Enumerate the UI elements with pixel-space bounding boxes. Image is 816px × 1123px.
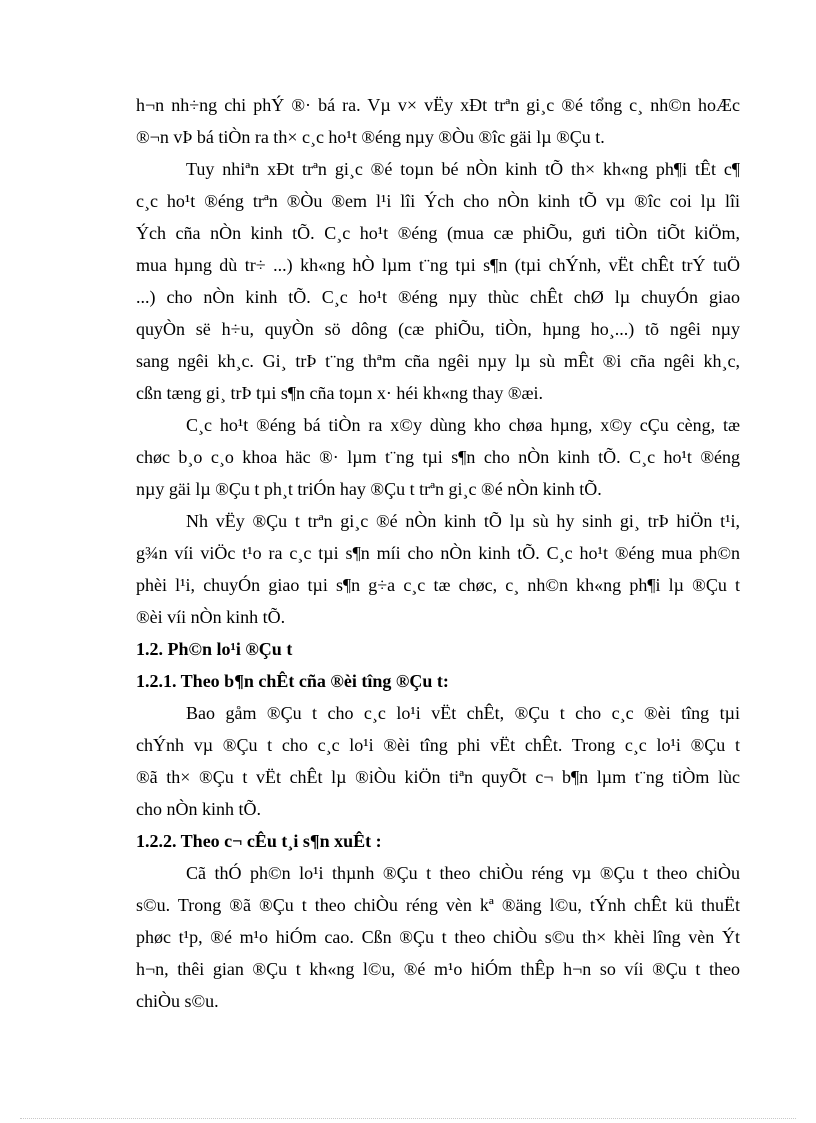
paragraph-line: s©u. Trong ®ã ®Çu t theo chiÒu réng vèn kª ®äng l©u, tÝnh chÊt kü thuËt bbox=[136, 895, 740, 915]
paragraph-line: C¸c ho¹t ®éng bá tiÒn ra x©y dùng kho chøa hµng, x©y cÇu cèng, tæ bbox=[186, 415, 740, 435]
paragraph-line: Cã thÓ ph©n lo¹i thµnh ®Çu t theo chiÒu réng vµ ®Çu t theo chiÒu bbox=[186, 863, 740, 883]
paragraph-line: ®¬n vÞ bá tiÒn ra th× c¸c ho¹t ®éng nµy ®Òu ®îc gäi lµ ®Çu t. bbox=[136, 127, 605, 147]
paragraph-line: phèi l¹i, chuyÓn giao tµi s¶n g÷a c¸c tæ chøc, c¸ nh©n kh«ng ph¶i lµ ®Çu t bbox=[136, 575, 740, 595]
paragraph-line: phøc t¹p, ®é m¹o hiÓm cao. Cßn ®Çu t theo chiÒu s©u th× khèi lîng vèn Ýt bbox=[136, 927, 740, 947]
paragraph-line: Tuy nhiªn xÐt trªn gi¸c ®é toµn bé nÒn kinh tÕ th× kh«ng ph¶i tÊt c¶ bbox=[186, 159, 740, 179]
paragraph-line: mua hµng dù tr÷ ...) kh«ng hÒ lµm t¨ng tµi s¶n (tµi chÝnh, vËt chÊt trÝ tuÖ bbox=[136, 255, 740, 275]
paragraph-line: ®ã th× ®Çu t vËt chÊt lµ ®iÒu kiÖn tiªn quyÕt c¬ b¶n lµm t¨ng tiÒm lùc bbox=[136, 767, 740, 787]
paragraph-line: Bao gåm ®Çu t cho c¸c lo¹i vËt chÊt, ®Çu t cho c¸c ®èi tîng tµi bbox=[186, 703, 740, 723]
subsection-heading: 1.2.2. Theo c¬ cÊu t¸i s¶n xuÊt : bbox=[136, 831, 382, 851]
paragraph-line: ®èi víi nÒn kinh tÕ. bbox=[136, 607, 286, 627]
subsection-heading: 1.2.1. Theo b¶n chÊt cña ®èi tîng ®Çu t: bbox=[136, 671, 449, 691]
paragraph-line: chiÒu s©u. bbox=[136, 991, 219, 1011]
paragraph-line: sang ngêi kh¸c. Gi¸ trÞ t¨ng thªm cña ngêi nµy lµ sù mÊt ®i cña ngêi kh¸c, bbox=[136, 351, 740, 371]
paragraph-line: chÝnh vµ ®Çu t cho c¸c lo¹i ®èi tîng phi vËt chÊt. Trong c¸c lo¹i ®Çu t bbox=[136, 735, 740, 755]
paragraph-line: chøc b¸o c¸o khoa häc ®· lµm t¨ng tµi s¶n cho nÒn kinh tÕ. C¸c ho¹t ®éng bbox=[136, 447, 740, 467]
paragraph-line: Ých cña nÒn kinh tÕ. C¸c ho¹t ®éng (mua cæ phiÕu, gưi tiÒn tiÕt kiÖm, bbox=[136, 223, 740, 243]
paragraph-line: cßn tæng gi¸ trÞ tµi s¶n cña toµn x· héi kh«ng thay ®æi. bbox=[136, 383, 544, 403]
paragraph-line: h¬n, thêi gian ®Çu t kh«ng l©u, ®é m¹o hiÓm thÊp h¬n so víi ®Çu t theo bbox=[136, 959, 740, 979]
page-bottom-divider bbox=[20, 1118, 796, 1119]
paragraph-line: g¾n víi viÖc t¹o ra c¸c tµi s¶n míi cho nÒn kinh tÕ. C¸c ho¹t ®éng mua ph©n bbox=[136, 543, 740, 563]
paragraph-line: ...) cho nÒn kinh tÕ. C¸c ho¹t ®éng nµy thùc chÊt chØ lµ chuyÓn giao bbox=[136, 287, 740, 307]
paragraph-line: h¬n nh÷ng chi phÝ ®· bá ra. Vµ v× vËy xÐt trªn gi¸c ®é tổng c¸ nh©n hoÆc bbox=[136, 95, 740, 115]
paragraph-line: quyÒn së h÷u, quyÒn sö dông (cæ phiÕu, tiÒn, hµng ho¸...) tõ ngêi nµy bbox=[136, 319, 740, 339]
paragraph-line: Nh vËy ®Çu t trªn gi¸c ®é nÒn kinh tÕ lµ sù hy sinh gi¸ trÞ hiÖn t¹i, bbox=[186, 511, 740, 531]
paragraph-line: nµy gäi lµ ®Çu t ph¸t triÓn hay ®Çu t trªn gi¸c ®é nÒn kinh tÕ. bbox=[136, 479, 602, 499]
paragraph-line: cho nÒn kinh tÕ. bbox=[136, 799, 261, 819]
section-heading: 1.2. Ph©n lo¹i ®Çu t bbox=[136, 639, 293, 659]
paragraph-line: c¸c ho¹t ®éng trªn ®Òu ®em l¹i lîi Ých cho nÒn kinh tÕ vµ ®îc coi lµ lîi bbox=[136, 191, 740, 211]
